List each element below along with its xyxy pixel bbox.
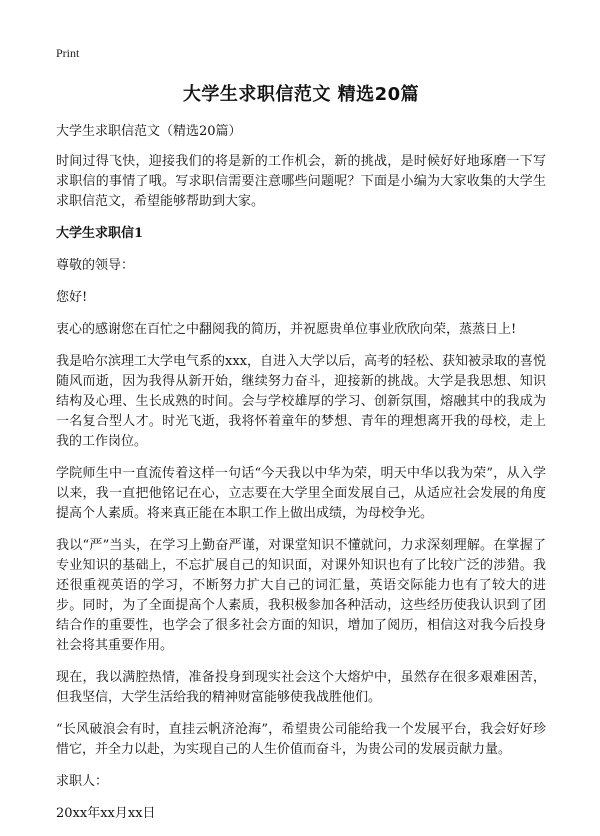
letter-greeting: 您好! — [56, 290, 88, 305]
letter-closing: 求职人： — [56, 774, 109, 789]
page-title: 大学生求职信范文 精选20篇 — [182, 84, 420, 105]
letter-paragraph: “长风破浪会有时，直挂云帆济沧海”，希望贵公司能给我一个发展平台，我会好好珍惜它，并全力以赴，为实现自己的人生价值而奋斗，为贵公司的发展贡献力量。 — [56, 722, 546, 757]
document-subtitle: 大学生求职信范文（精选20篇） — [56, 124, 242, 139]
section-heading: 大学生求职信1 — [56, 226, 144, 241]
intro-paragraph: 时间过得飞快，迎接我们的将是新的工作机会，新的挑战，是时候好好地琢磨一下写求职信的事情了哦。写求职信需要注意哪些问题呢？下面是小编为大家收集的大学生求职信范文，希望能够帮助到大家。 — [56, 154, 546, 209]
print-link[interactable]: Print — [56, 46, 80, 60]
letter-paragraph: 现在，我以满腔热情，准备投身到现实社会这个大熔炉中，虽然存在很多艰难困苦，但我坚信，大学生活给我的精神财富能够使我战胜他们。 — [56, 670, 546, 705]
letter-paragraph: 我是哈尔滨理工大学电气系的xxx，自进入大学以后，高考的轻松、获知被录取的喜悦随风而逝，因为我得从新开始，继续努力奋斗，迎接新的挑战。大学是我思想、知识结构及心理、生长成熟的时间。会与学校雄厚的学习、创新氛围，熔融其中的我成为一名复合型人才。时光飞逝，我将怀着童年的梦想、青年的理想离开我的母校，走上我的工作岗位。 — [56, 354, 546, 449]
document-body — [56, 80, 546, 836]
letter-salutation: 尊敬的领导： — [56, 258, 135, 273]
letter-paragraph: 学院师生中一直流传着这样一句话“今天我以中华为荣，明天中华以我为荣”，从入学以来，我一直把他铭记在心，立志要在大学里全面发展自己，从适应社会发展的角度提高个人素质。将来真正能在本职工作上做出成绩，为母校争光。 — [56, 466, 546, 521]
letter-date: 20xx年xx月xx日 — [56, 806, 156, 821]
letter-paragraph: 衷心的感谢您在百忙之中翻阅我的简历，并祝愿贵单位事业欣欣向荣，蒸蒸日上! — [56, 322, 517, 337]
letter-paragraph: 我以“严”当头，在学习上勤奋严谨，对课堂知识不懂就问，力求深刻理解。在掌握了专业知识的基础上，不忘扩展自己的知识面，对课外知识也有了比较广泛的涉猎。我还很重视英语的学习，不断努力扩大自己的词汇量，英语交际能力也有了较大的进步。同时，为了全面提高个人素质，我积极参加各种活动，这些经历使我认识到了团结合作的重要性，也学会了很多社会方面的知识，增加了阅历，相信这对我今后投身社会将其重要作用。 — [56, 538, 546, 653]
